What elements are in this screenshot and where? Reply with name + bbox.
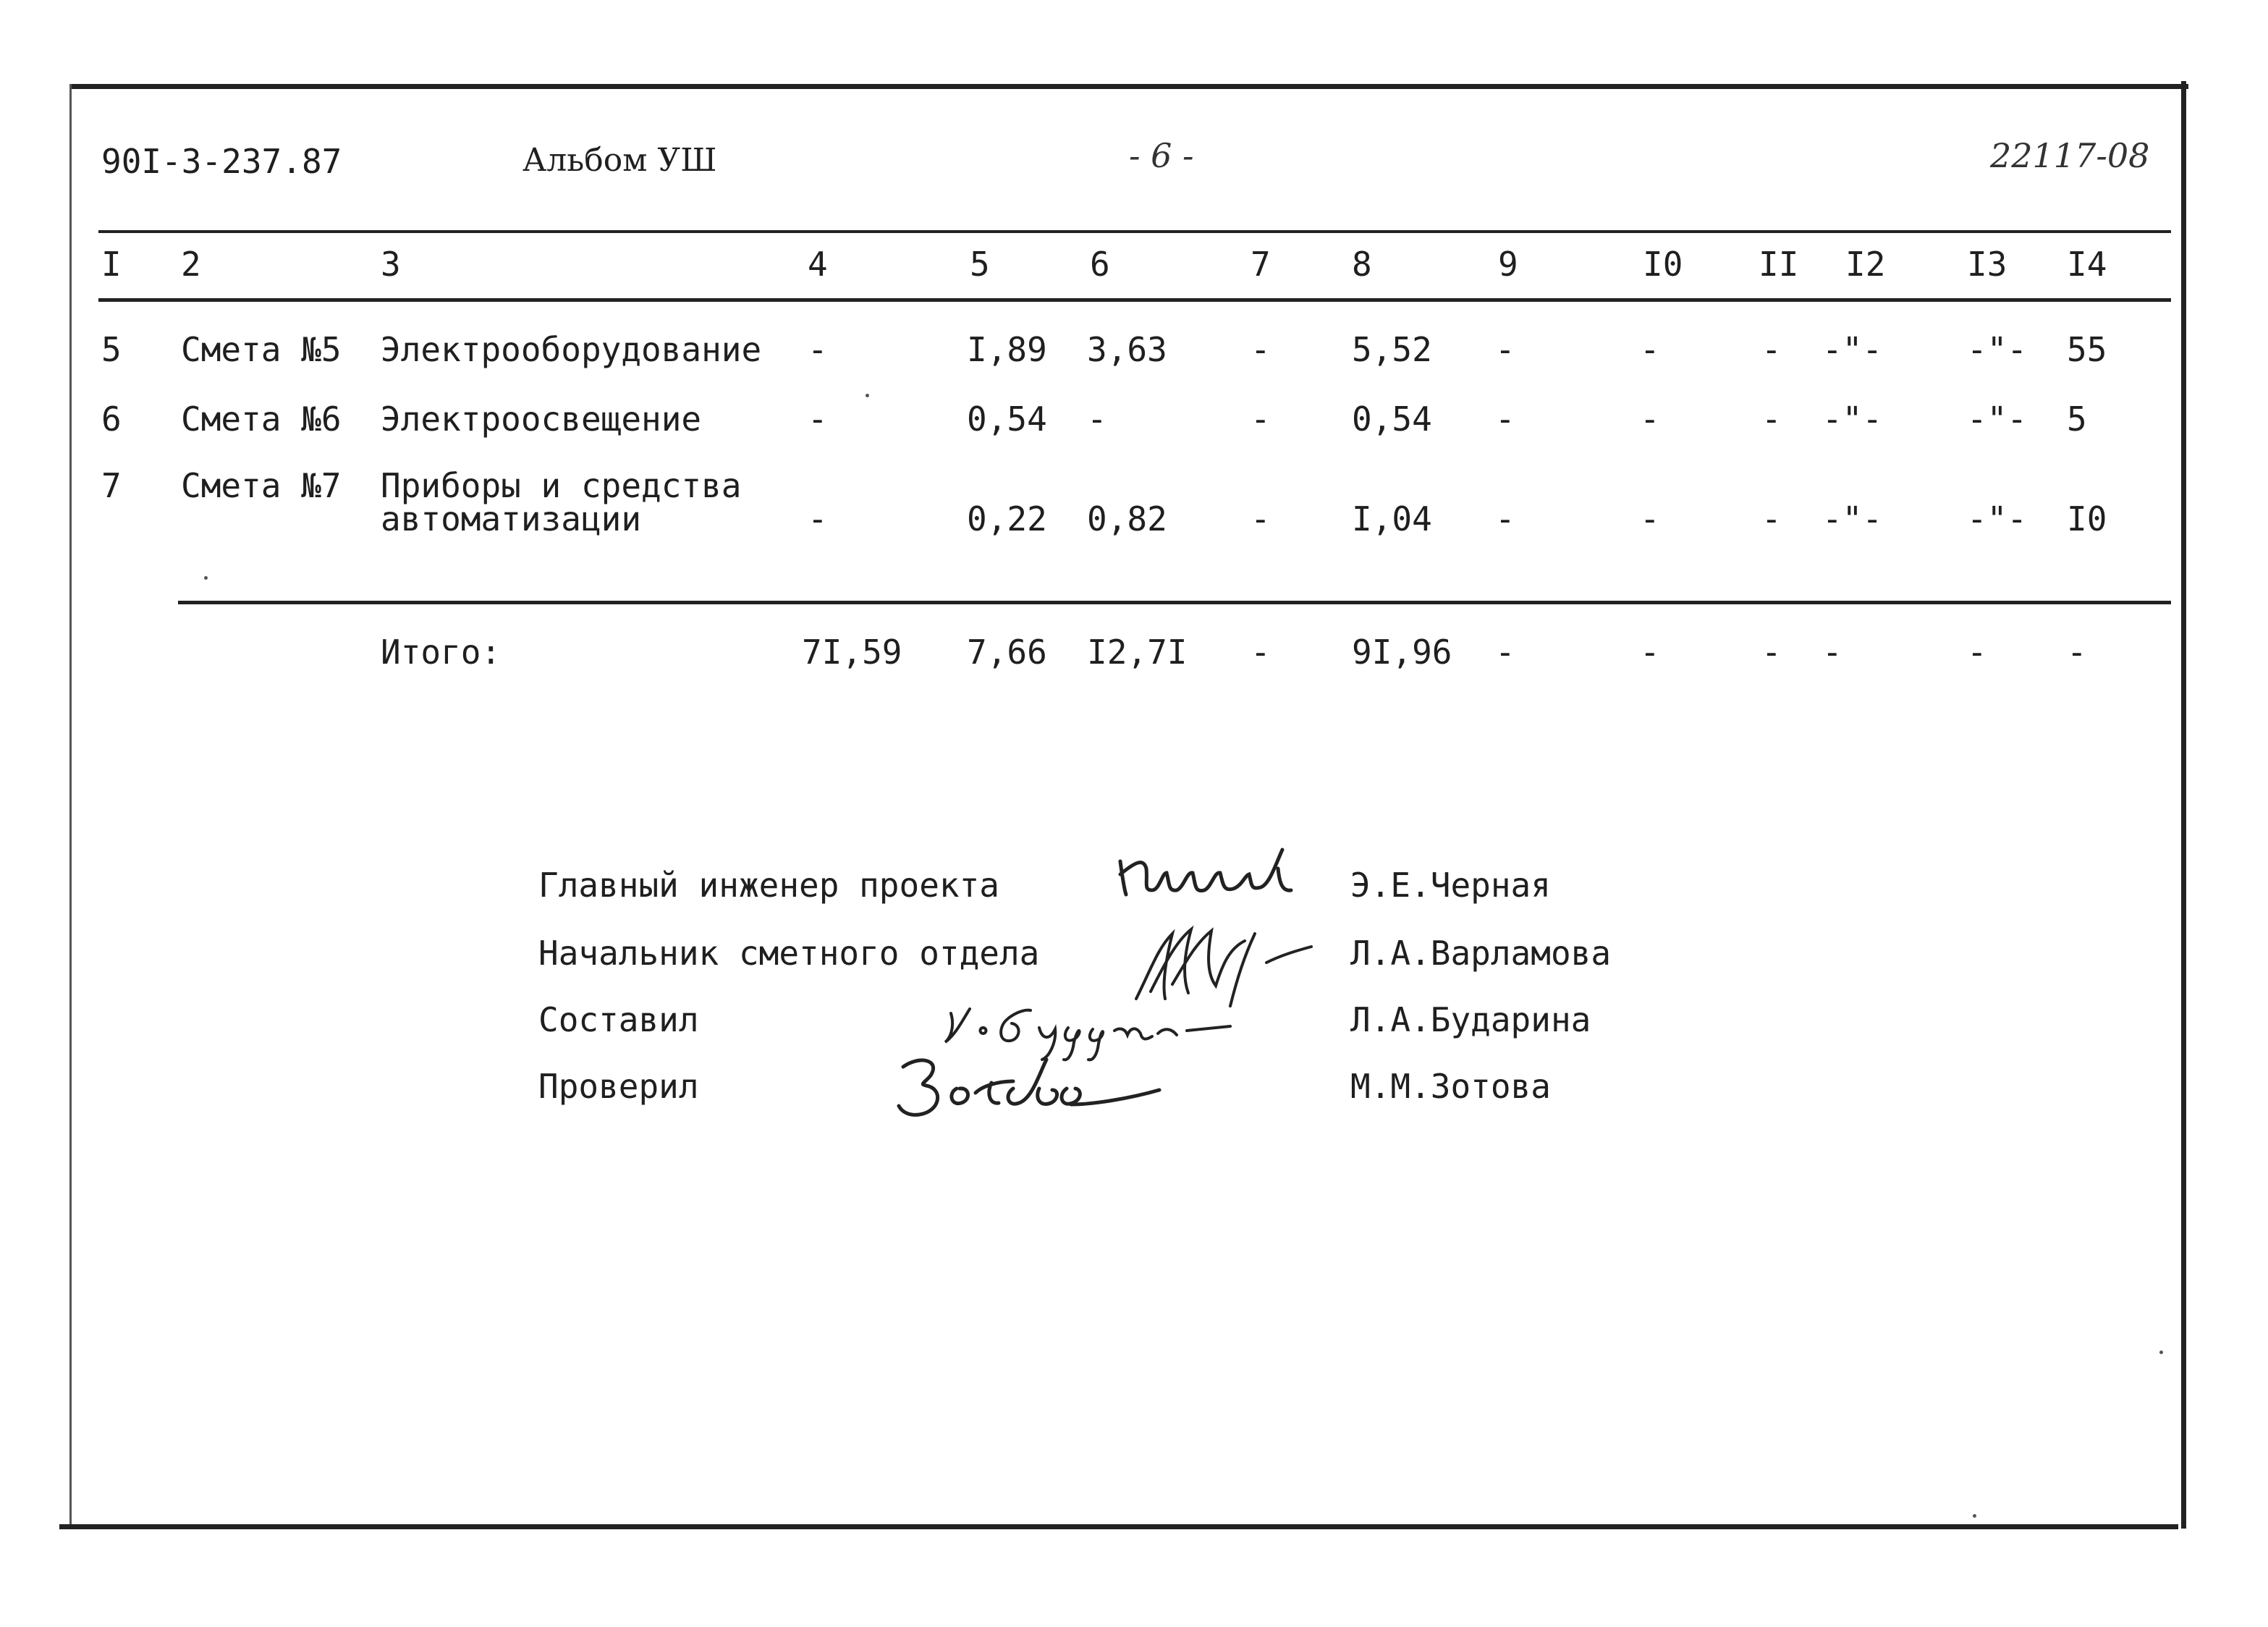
cell-col4: -	[808, 330, 828, 369]
total-col12: -	[1822, 633, 1842, 672]
column-number: 5	[970, 245, 990, 284]
cell-col7: -	[1251, 499, 1271, 538]
total-col5: 7,66	[967, 633, 1047, 672]
column-number: 9	[1498, 245, 1518, 284]
table-top-rule	[98, 230, 2171, 233]
cell-col9: -	[1495, 400, 1515, 439]
column-number: 3	[381, 245, 401, 284]
cell-col14: 5	[2067, 400, 2087, 439]
cell-col11: -	[1761, 330, 1782, 369]
total-col7: -	[1251, 633, 1271, 672]
cell-col4: -	[808, 499, 828, 538]
cell-col7: -	[1251, 400, 1271, 439]
cell-col12: -"-	[1822, 499, 1883, 538]
row-number: 7	[101, 466, 122, 505]
table-header-rule	[98, 298, 2171, 302]
row-number: 6	[101, 400, 122, 439]
cell-col6: 3,63	[1087, 330, 1167, 369]
total-col13: -	[1967, 633, 1987, 672]
cell-col13: -"-	[1967, 499, 2028, 538]
scan-speck	[204, 576, 208, 580]
cell-col14: I0	[2067, 499, 2107, 538]
total-col4: 7I,59	[802, 633, 902, 672]
estimate-number: Смета №6	[181, 400, 342, 439]
signatory-role: Главный инженер проекта	[538, 866, 999, 905]
cell-col6: 0,82	[1087, 499, 1167, 538]
estimate-number: Смета №7	[181, 466, 342, 505]
total-label: Итого:	[381, 633, 502, 672]
total-col8: 9I,96	[1352, 633, 1452, 672]
work-name-continued: автоматизации	[381, 499, 642, 538]
signatory-name: Л.А.Бударина	[1350, 1000, 1591, 1039]
column-number: 6	[1090, 245, 1110, 284]
cell-col9: -	[1495, 330, 1515, 369]
cell-col8: I,04	[1352, 499, 1432, 538]
signatory-name: Э.Е.Черная	[1350, 866, 1551, 905]
scan-speck	[2159, 1351, 2163, 1354]
document-code: 90I-3-237.87	[101, 142, 342, 181]
scan-speck	[1973, 1514, 1976, 1518]
frame-bottom-border	[59, 1524, 2178, 1529]
cell-col14: 55	[2067, 330, 2107, 369]
signatory-name: Л.А.Варламова	[1350, 934, 1612, 973]
column-number: 2	[181, 245, 201, 284]
cell-col6: -	[1087, 400, 1107, 439]
row-number: 5	[101, 330, 122, 369]
inventory-number: 22117-08	[1990, 136, 2150, 175]
scan-speck	[866, 394, 869, 397]
autograph-checked-by	[890, 1045, 1180, 1125]
cell-col7: -	[1251, 330, 1271, 369]
estimate-number: Смета №5	[181, 330, 342, 369]
cell-col8: 5,52	[1352, 330, 1432, 369]
work-name: Электроосвещение	[381, 400, 702, 439]
signatory-name: М.М.Зотова	[1350, 1067, 1551, 1106]
cell-col10: -	[1640, 400, 1660, 439]
album-label: Альбом УШ	[522, 142, 717, 179]
cell-col8: 0,54	[1352, 400, 1432, 439]
work-name: Электрооборудование	[381, 330, 762, 369]
frame-top-border	[69, 84, 2188, 89]
total-col11: -	[1761, 633, 1782, 672]
autograph-chief-engineer	[1114, 840, 1317, 912]
cell-col10: -	[1640, 499, 1660, 538]
cell-col13: -"-	[1967, 330, 2028, 369]
cell-col12: -"-	[1822, 400, 1883, 439]
cell-col5: 0,54	[967, 400, 1047, 439]
column-number: I3	[1967, 245, 2007, 284]
total-col6: I2,7I	[1087, 633, 1188, 672]
column-number: 7	[1251, 245, 1271, 284]
cell-col12: -"-	[1822, 330, 1883, 369]
column-number: 8	[1352, 245, 1372, 284]
column-number: II	[1759, 245, 1799, 284]
cell-col13: -"-	[1967, 400, 2028, 439]
cell-col5: I,89	[967, 330, 1047, 369]
cell-col11: -	[1761, 499, 1782, 538]
total-rule	[178, 601, 2171, 604]
total-col14: -	[2067, 633, 2087, 672]
page-number: - 6 -	[1129, 136, 1194, 175]
cell-col5: 0,22	[967, 499, 1047, 538]
total-col9: -	[1495, 633, 1515, 672]
column-number: I0	[1643, 245, 1683, 284]
cell-col10: -	[1640, 330, 1660, 369]
frame-right-border	[2181, 81, 2186, 1529]
work-name: Приборы и средства	[381, 466, 742, 505]
signatory-role: Начальник сметного отдела	[538, 934, 1040, 973]
total-col10: -	[1640, 633, 1660, 672]
cell-col11: -	[1761, 400, 1782, 439]
signatory-role: Проверил	[538, 1067, 699, 1106]
signatory-role: Составил	[538, 1000, 699, 1039]
frame-left-border	[69, 84, 72, 1527]
column-number: I	[101, 245, 122, 284]
column-number: I4	[2067, 245, 2107, 284]
column-number: I2	[1845, 245, 1886, 284]
cell-col9: -	[1495, 499, 1515, 538]
column-number: 4	[808, 245, 828, 284]
cell-col4: -	[808, 400, 828, 439]
